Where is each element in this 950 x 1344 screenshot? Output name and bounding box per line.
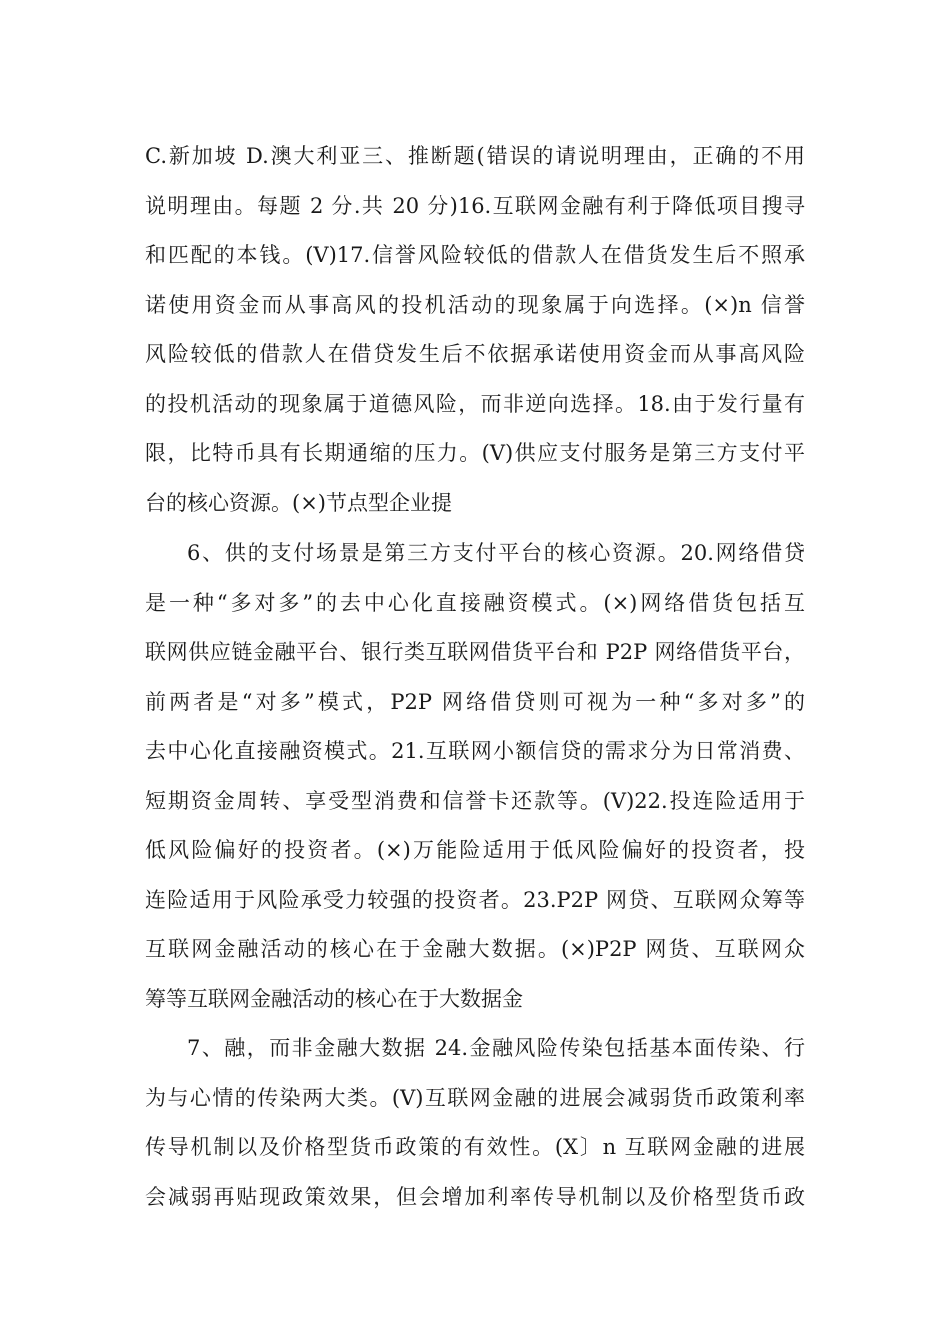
text-line: 前两者是“对多”模式，P2P 网络借贷则可视为一种“多对多”的 — [145, 689, 805, 714]
text-line: 的投机活动的现象属于道德风险，而非逆向选择。18.由于发行量有 — [145, 391, 805, 416]
paragraph — [145, 1024, 805, 1222]
text-line: 筹等互联网金融活动的核心在于大数据金 — [145, 986, 523, 1011]
text-line: 6、供的支付场景是第三方支付平台的核心资源。20.网络借贷 — [187, 541, 805, 565]
text-line: 互联网金融活动的核心在于金融大数据。(×)P2P 网货、互联网众 — [145, 937, 805, 961]
text-line: 台的核心资源。(×)节点型企业提 — [145, 490, 452, 515]
text-line: 连险适用于风险承受力较强的投资者。23.P2P 网贷、互联网众筹等 — [145, 887, 805, 912]
text-line: 诺使用资金而从事高风的投机活动的现象属于向选择。(×)n 信誉 — [145, 292, 805, 317]
text-line: 联网供应链金融平台、银行类互联网借货平台和 P2P 网络借货平台， — [145, 640, 805, 664]
text-line: 去中心化直接融资模式。21.互联网小额信贷的需求分为日常消费、 — [145, 739, 805, 763]
text-line: 限，比特币具有长期通缩的压力。(V)供应支付服务是第三方支付平 — [145, 441, 805, 465]
text-line: 风险较低的借款人在借贷发生后不依据承诺使用资金而从事高风险 — [145, 342, 805, 366]
text-line: 会减弱再贴现政策效果，但会增加利率传导机制以及价格型货币政 — [145, 1184, 805, 1209]
text-line: 是一种“多对多”的去中心化直接融资模式。(×)网络借货包括互 — [145, 590, 805, 615]
text-line: 说明理由。每题 2 分.共 20 分)16.互联网金融有利于降低项目搜寻 — [145, 193, 805, 218]
text-line: 和匹配的本钱。(V)17.信誉风险较低的借款人在借货发生后不照承 — [145, 243, 805, 267]
paragraph — [145, 132, 805, 528]
text-line: 为与心情的传染两大类。(V)互联网金融的进展会减弱货币政策利率 — [145, 1085, 805, 1110]
paragraph — [145, 529, 805, 1024]
text-line: 短期资金周转、享受型消费和信誉卡还款等。(V)22.投连险适用于 — [145, 788, 805, 813]
text-line: 低风险偏好的投资者。(×)万能险适用于低风险偏好的投资者，投 — [145, 838, 805, 862]
text-line: C.新加坡 D.澳大利亚三、推断题(错误的请说明理由，正确的不用 — [145, 144, 805, 168]
text-line: 7、融，而非金融大数据 24.金融风险传染包括基本面传染、行 — [187, 1036, 805, 1060]
text-line: 传导机制以及价格型货币政策的有效性。(X〕n 互联网金融的进展 — [145, 1135, 805, 1159]
